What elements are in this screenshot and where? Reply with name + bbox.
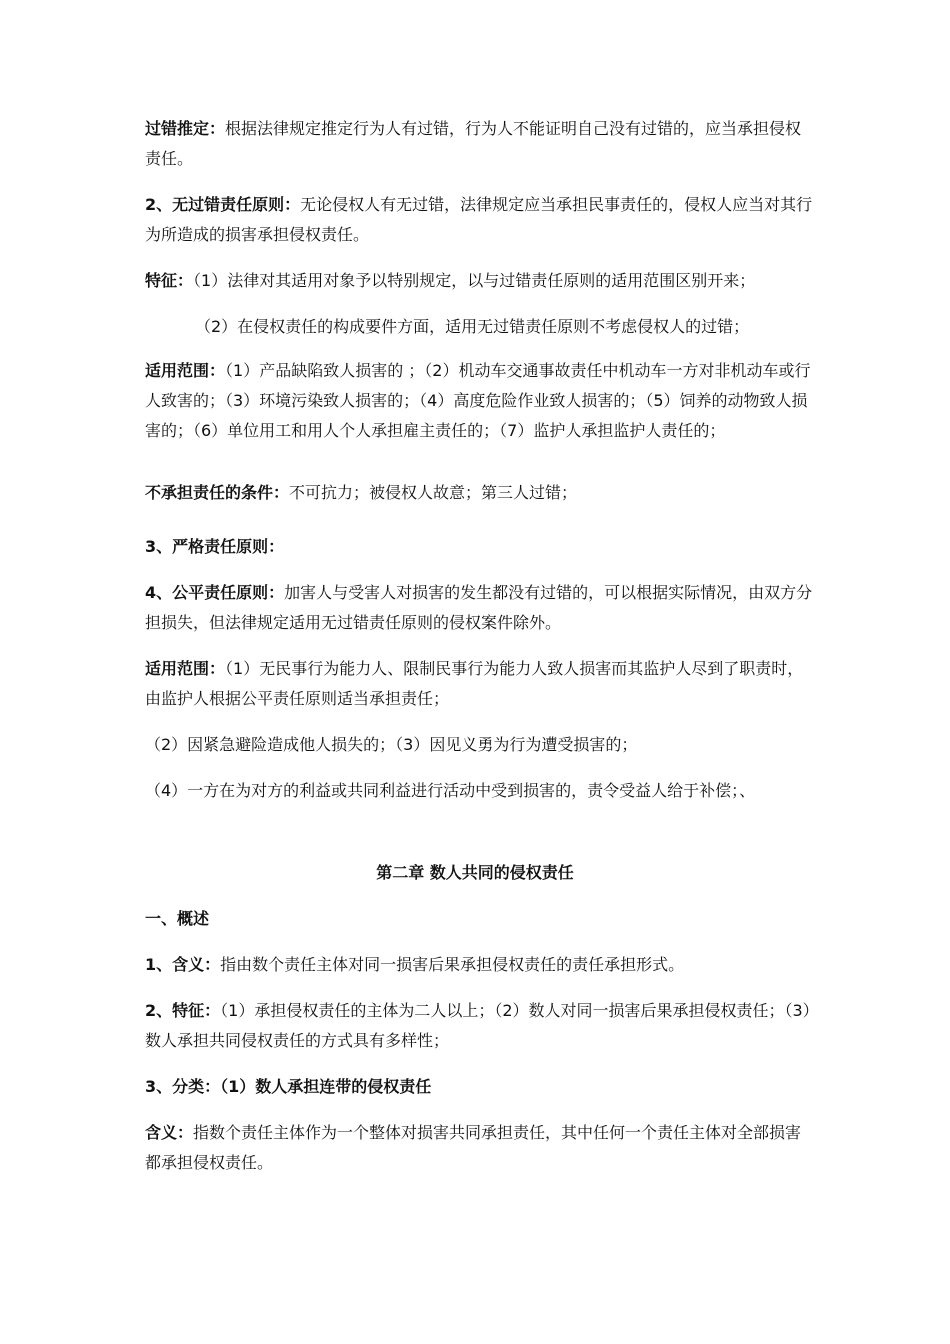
paragraph-text: 加害人与受害人对损害的发生都没有过错的，可以根据实际情况，由双方分担损失，但法律规定适用无过错责任原则的侵权案件除外。 <box>145 583 813 632</box>
paragraph-fault-presumption <box>145 114 815 174</box>
paragraph-features-2 <box>195 312 835 342</box>
paragraph-exemption-conditions <box>145 478 815 508</box>
paragraph-text: （1）承担侵权责任的主体为二人以上；（2）数人对同一损害后果承担侵权责任；（3）数人承担共同侵权责任的方式具有多样性； <box>145 1001 811 1050</box>
paragraph-label: 4、公平责任原则： <box>145 583 285 602</box>
paragraph-scope-no-fault <box>145 356 815 446</box>
paragraph-meaning <box>145 950 815 980</box>
paragraph-text: （1）产品缺陷致人损害的 ；（2）机动车交通事故责任中机动车一方对非机动车或行人致害的；（3）环境污染致人损害的；（4）高度危险作业致人损害的；（5）饲养的动物致人损害的；（6）单位用工和用人个人承担雇主责任的；（7）监护人承担监护人责任的； <box>145 361 811 440</box>
paragraph-text: （1）无民事行为能力人、限制民事行为能力人致人损害而其监护人尽到了职责时，由监护人根据公平责任原则适当承担责任； <box>145 659 804 708</box>
paragraph-text: 指由数个责任主体对同一损害后果承担侵权责任的责任承担形式。 <box>220 955 685 974</box>
paragraph-joint-liability-meaning <box>145 1118 815 1178</box>
paragraph-text: （1）法律对其适用对象予以特别规定，以与过错责任原则的适用范围区别开来； <box>193 271 756 290</box>
paragraph-text: 根据法律规定推定行为人有过错，行为人不能证明自己没有过错的，应当承担侵权责任。 <box>145 119 802 168</box>
paragraph-text: （2）在侵权责任的构成要件方面，适用无过错责任原则不考虑侵权人的过错； <box>195 317 750 336</box>
paragraph-features <box>145 266 835 296</box>
paragraph-scope-fairness-2 <box>145 730 815 760</box>
paragraph-label: 不承担责任的条件： <box>145 483 290 502</box>
section-heading-overview <box>145 904 815 934</box>
paragraph-label: 一、概述 <box>145 909 210 928</box>
paragraph-label: 2、无过错责任原则： <box>145 195 301 214</box>
paragraph-text: 不可抗力；被侵权人故意；第三人过错； <box>289 483 578 502</box>
paragraph-label: 2、特征： <box>145 1001 221 1020</box>
paragraph-classification <box>145 1072 815 1102</box>
paragraph-label: 过错推定： <box>145 119 226 138</box>
paragraph-fairness-principle <box>145 578 815 638</box>
paragraph-characteristics <box>145 996 815 1056</box>
paragraph-text: （4）一方在为对方的利益或共同利益进行活动中受到损害的，责令受益人给于补偿；、 <box>145 781 756 800</box>
paragraph-text: （2）因紧急避险造成他人损失的；（3）因见义勇为行为遭受损害的； <box>145 735 638 754</box>
paragraph-scope-fairness <box>145 654 815 714</box>
paragraph-label: 特征： <box>145 271 194 290</box>
paragraph-label: 3、分类：（1）数人承担连带的侵权责任 <box>145 1077 432 1096</box>
chapter-title: 第二章 数人共同的侵权责任 <box>376 863 574 882</box>
paragraph-label: 含义： <box>145 1123 194 1142</box>
paragraph-text: 无论侵权人有无过错，法律规定应当承担民事责任的，侵权人应当对其行为所造成的损害承担侵权责任。 <box>145 195 813 244</box>
paragraph-text: 指数个责任主体作为一个整体对损害共同承担责任，其中任何一个责任主体对全部损害都承担侵权责任。 <box>145 1123 802 1172</box>
paragraph-label: 适用范围： <box>145 659 226 678</box>
paragraph-label: 3、严格责任原则： <box>145 537 285 556</box>
paragraph-scope-fairness-3 <box>145 776 835 806</box>
paragraph-label: 1、含义： <box>145 955 221 974</box>
paragraph-label: 适用范围： <box>145 361 226 380</box>
paragraph-no-fault-principle <box>145 190 815 250</box>
paragraph-strict-liability <box>145 532 815 562</box>
